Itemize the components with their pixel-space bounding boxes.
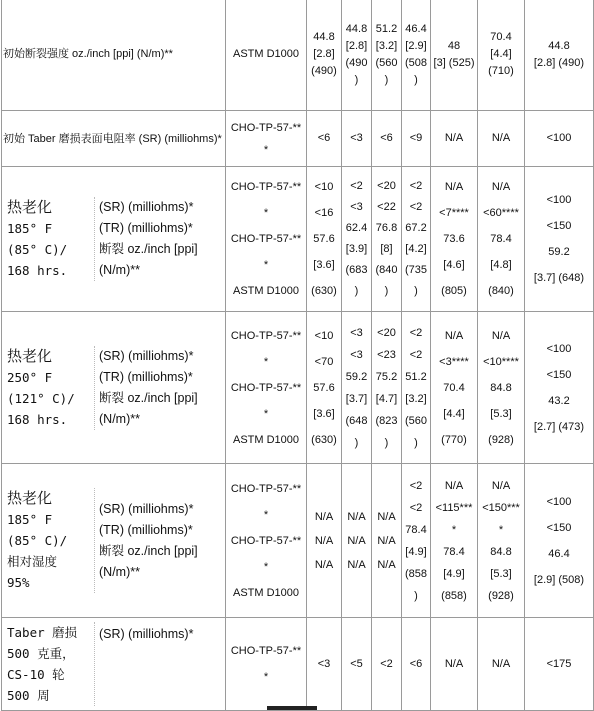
value-cell: <6 xyxy=(402,618,431,711)
value-cell: N/A xyxy=(431,618,478,711)
value-cell: N/A N/A N/A xyxy=(342,464,372,618)
value-cell: N/A <7**** 73.6 [4.6] (805) xyxy=(431,167,478,312)
condition-cell xyxy=(2,167,226,312)
test-method: CHO-TP-57-** * CHO-TP-57-** * ASTM D1000 xyxy=(226,464,307,618)
condition-label: 热老化 250° F (121° C)/ 168 hrs. xyxy=(7,346,95,430)
value-cell: 44.8 [2.8] (490) xyxy=(307,0,342,111)
value-cell: N/A N/A N/A xyxy=(307,464,342,618)
value-cell: <10 <16 57.6 [3.6] (630) xyxy=(307,167,342,312)
value-cell: N/A xyxy=(431,111,478,167)
property-list: (SR) (milliohms)* (TR) (milliohms)* 断裂 oz./inch [ppi] (N/m)** xyxy=(99,348,198,426)
value-cell: <3 xyxy=(307,618,342,711)
condition-cell xyxy=(2,312,226,464)
value-cell: <2 <2 67.2 [4.2] (735 ) xyxy=(402,167,431,312)
value-cell: <2 <3 62.4 [3.9] (683 ) xyxy=(342,167,372,312)
value-cell: 51.2 [3.2] (560 ) xyxy=(372,0,402,111)
condition-cell xyxy=(2,618,226,711)
value-cell: <20 <22 76.8 [8] (840 ) xyxy=(372,167,402,312)
value-cell: 48 [3] (525) xyxy=(431,0,478,111)
value-cell: <3 <3 59.2 [3.7] (648 ) xyxy=(342,312,372,464)
value-cell: <3 xyxy=(342,111,372,167)
value-cell: <2 xyxy=(372,618,402,711)
value-cell: 44.8 [2.8] (490 ) xyxy=(342,0,372,111)
value-cell: N/A <150*** * 84.8 [5.3] (928) xyxy=(478,464,525,618)
specification-table xyxy=(1,0,594,711)
value-cell: N/A <3**** 70.4 [4.4] (770) xyxy=(431,312,478,464)
value-cell: 70.4 [4.4] (710) xyxy=(478,0,525,111)
value-cell: <100 xyxy=(525,111,594,167)
value-cell: <100 <150 59.2 [3.7] (648) xyxy=(525,167,594,312)
value-cell: N/A xyxy=(478,111,525,167)
table-row xyxy=(2,312,594,464)
property-list: (SR) (milliohms)* (TR) (milliohms)* 断裂 oz./inch [ppi] (N/m)** xyxy=(99,200,198,277)
test-method: ASTM D1000 xyxy=(226,0,307,111)
table-row xyxy=(2,0,594,111)
test-method: CHO-TP-57-** * xyxy=(226,111,307,167)
value-cell: <10 <70 57.6 [3.6] (630) xyxy=(307,312,342,464)
property-list: (SR) (milliohms)* (TR) (milliohms)* 断裂 oz./inch [ppi] (N/m)** xyxy=(99,501,198,579)
value-cell: <2 <2 78.4 [4.9] (858 ) xyxy=(402,464,431,618)
test-method: CHO-TP-57-** * CHO-TP-57-** * ASTM D1000 xyxy=(226,312,307,464)
property-list: (SR) (milliohms)* xyxy=(99,627,194,641)
value-cell: <6 xyxy=(372,111,402,167)
table-row xyxy=(2,167,594,312)
value-cell: <2 <2 51.2 [3.2] (560 ) xyxy=(402,312,431,464)
value-cell: N/A <60**** 78.4 [4.8] (840) xyxy=(478,167,525,312)
value-cell: <20 <23 75.2 [4.7] (823 ) xyxy=(372,312,402,464)
value-cell: <6 xyxy=(307,111,342,167)
value-cell: N/A N/A N/A xyxy=(372,464,402,618)
table-row xyxy=(2,464,594,618)
value-cell: N/A <10**** 84.8 [5.3] (928) xyxy=(478,312,525,464)
property-label: 初始断裂强度 oz./inch [ppi] (N/m)** xyxy=(2,0,226,111)
table-row xyxy=(2,111,594,167)
value-cell: <5 xyxy=(342,618,372,711)
condition-label: Taber 磨损 500 克重， CS-10 轮 500 周 xyxy=(7,622,95,706)
test-method: CHO-TP-57-** * xyxy=(226,618,307,711)
value-cell: N/A xyxy=(478,618,525,711)
table-row xyxy=(2,618,594,711)
test-method: CHO-TP-57-** * CHO-TP-57-** * ASTM D1000 xyxy=(226,167,307,312)
condition-cell xyxy=(2,464,226,618)
value-cell: <100 <150 43.2 [2.7] (473) xyxy=(525,312,594,464)
value-cell: N/A <115*** * 78.4 [4.9] (858) xyxy=(431,464,478,618)
bottom-edge-bar xyxy=(267,706,317,710)
value-cell: <175 xyxy=(525,618,594,711)
value-cell: <9 xyxy=(402,111,431,167)
property-label: 初始 Taber 磨损表面电阻率 (SR) (milliohms)* xyxy=(2,111,226,167)
value-cell: 46.4 [2.9] (508 ) xyxy=(402,0,431,111)
condition-label: 热老化 185° F (85° C)/ 168 hrs. xyxy=(7,197,95,281)
condition-label: 热老化 185° F (85° C)/ 相对湿度 95% xyxy=(7,488,95,593)
value-cell: 44.8 [2.8] (490) xyxy=(525,0,594,111)
value-cell: <100 <150 46.4 [2.9] (508) xyxy=(525,464,594,618)
